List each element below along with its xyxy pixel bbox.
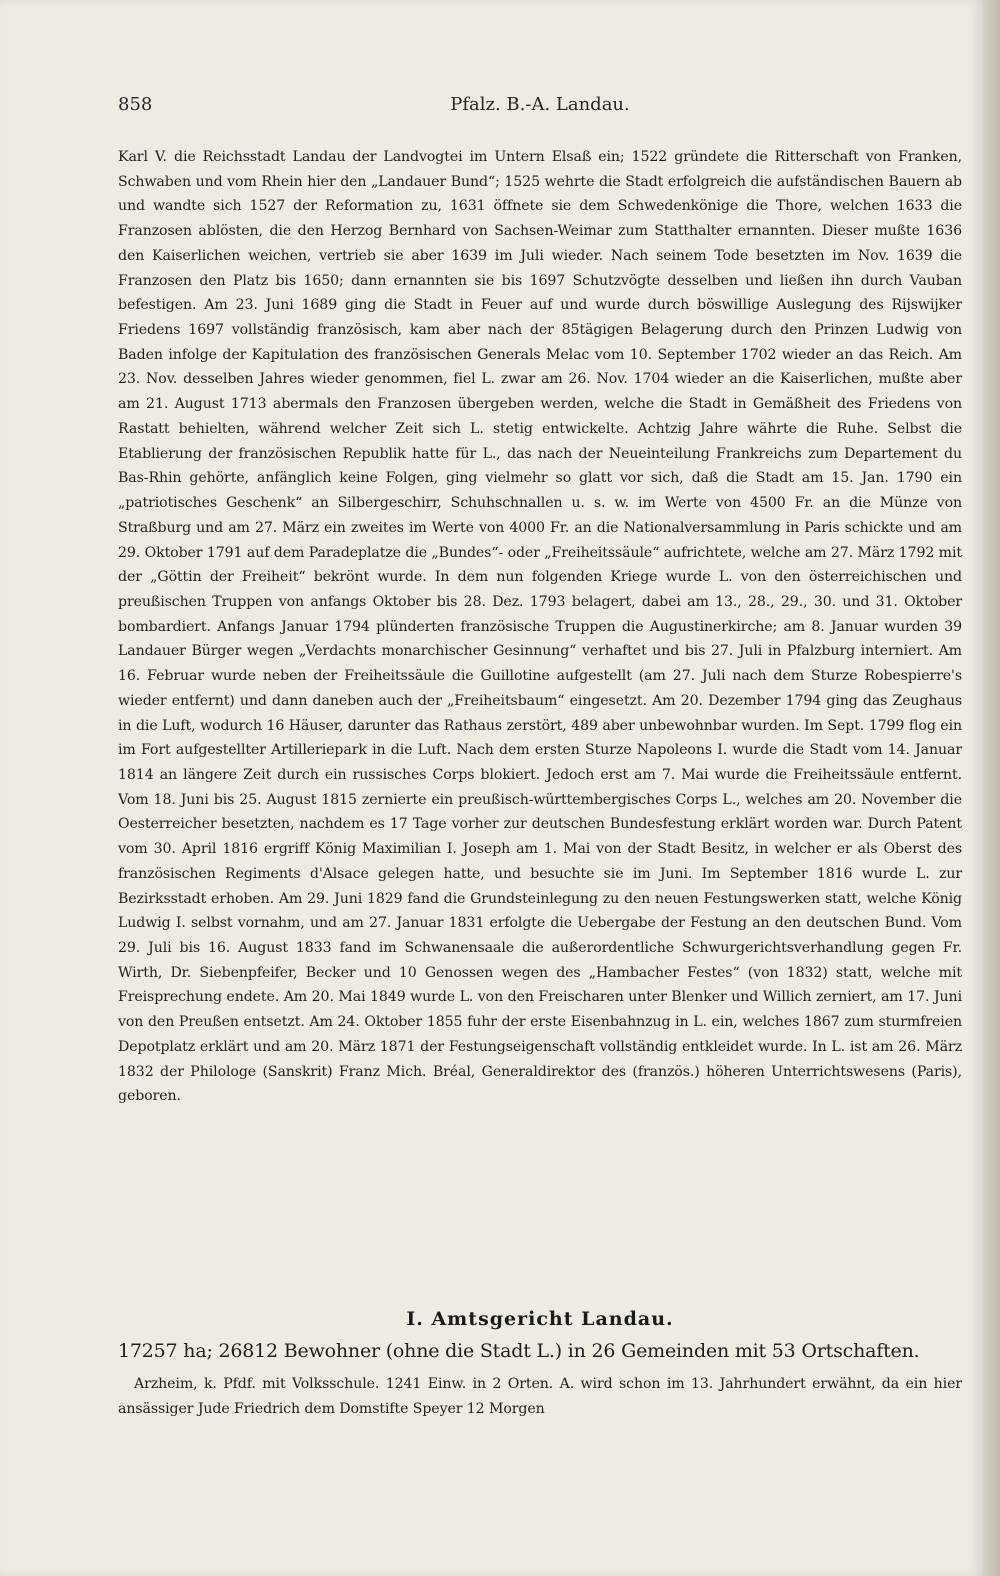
history-paragraph: Karl V. die Reichsstadt Landau der Landvogtei im Untern Elsaß ein; 1522 gründete die Ritterschaft von Franken, Schwaben und vom Rhein hier den „Landauer Bund“; 1525 wehrte die Stadt erfolgreich die aufständischen Bauern ab und wandte sich 1527 der Reformation zu, 1631 öffnete sie dem Schwedenkönige die Thore, welchen 1633 die Franzosen ablösten, die den Herzog Bernhard von Sachsen-Weimar zum Statthalter ernannten. Dieser mußte 1636 den Kaiserlichen weichen, vertrieb sie aber 1639 im Juli wieder. Nach seinem Tode besetzten im Nov. 1639 die Franzosen den Platz bis 1650; dann ernannten sie bis 1697 Schutzvögte desselben und ließen ihn durch Vauban befestigen. Am 23. Juni 1689 ging die Stadt in Feuer auf und wurde durch böswillige Auslegung des Rijswijker Friedens 1697 vollständig französisch, kam aber nach der 85tägigen Belagerung durch den Prinzen Ludwig von Baden infolge der Kapitulation des französischen Generals Melac vom 10. September 1702 wieder an das Reich. Am 23. Nov. desselben Jahres wieder genommen, fiel L. zwar am 26. Nov. 1704 wieder an die Kaiserlichen, mußte aber am 21. August 1713 abermals den Franzosen übergeben werden, welche die Stadt in Gemäßheit des Friedens von Rastatt behielten, während welcher Zeit sich L. stetig entwickelte. Achtzig Jahre währte die Ruhe. Selbst die Etablierung der französischen Republik hatte für L., das nach der Neueinteilung Frankreichs zum Departement du Bas-Rhin gehörte, anfänglich keine Folgen, ging vielmehr so glatt vor sich, daß die Stadt am 15. Jan. 1790 ein „patriotisches Geschenk“ an Silbergeschirr, Schuhschnallen u. s. w. im Werte von 4500 Fr. an die Münze von Straßburg und am 27. März ein zweites im Werte von 4000 Fr. an die Nationalversammlung in Paris schickte und am 29. Oktober 1791 auf dem Paradeplatze die „Bundes“- oder „Freiheitssäule“ aufrichtete, welche am 27. März 1792 mit der „Göttin der Freiheit“ bekrönt wurde. In dem nun folgenden Kriege wurde L. von den österreichischen und preußischen Truppen von anfangs Oktober bis 28. Dez. 1793 belagert, dabei am 13., 28., 29., 30. und 31. Oktober bombardiert. Anfangs Januar 1794 plünderten französische Truppen die Augustinerkirche; am 8. Januar wurden 39 Landauer Bürger wegen „Verdachts monarchischer Gesinnung“ verhaftet und bis 27. Juli in Pfalzburg interniert. Am 16. Februar wurde neben der Freiheitssäule die Guillotine aufgestellt (am 27. Juli nach dem Sturze Robespierre's wieder entfernt) und dann daneben auch der „Freiheitsbaum“ eingesetzt. Am 20. Dezember 1794 ging das Zeughaus in die Luft, wodurch 16 Häuser, darunter das Rathaus zerstört, 489 aber unbewohnbar wurden. Im Sept. 1799 flog ein im Fort aufgestellter Artilleriepark in die Luft. Nach dem ersten Sturze Napoleons I. wurde die Stadt vom 14. Januar 1814 an längere Zeit durch ein russisches Corps blokiert. Jedoch erst am 7. Mai wurde die Freiheitssäule entfernt. Vom 18. Juni bis 25. August 1815 zernierte ein preußisch-württembergisches Corps L., welches am 20. November die Oesterreicher besetzten, nachdem es 17 Tage vorher zur deutschen Bundesfestung erklärt worden war. Durch Patent vom 30. April 1816 ergriff König Maximilian I. Joseph am 1. Mai von der Stadt Besitz, in welcher er als Oberst des französischen Regiments d'Alsace gelegen hatte, und besuchte sie im Juni. Im September 1816 wurde L. zur Bezirksstadt erhoben. Am 29. Juni 1829 fand die Grundsteinlegung zu den neuen Festungswerken statt, welche König Ludwig I. selbst vornahm, und am 27. Januar 1831 erfolgte die Uebergabe der Festung an den deutschen Bund. Vom 29. Juli bis 16. August 1833 fand im Schwanensaale die außerordentliche Schwurgerichtsverhandlung gegen Fr. Wirth, Dr. Siebenpfeifer, Becker und 10 Genossen wegen des „Hambacher Festes“ (von 1832) statt, welche mit Freisprechung endete. Am 20. Mai 1849 wurde L. von den Freischaren unter Blenker und Willich zerniert, am 17. Juni von den Preußen entsetzt. Am 24. Oktober 1855 fuhr der erste Eisenbahnzug in L. ein, welches 1867 zum sturmfreien Depotplatz erklärt und am 20. März 1871 der Festungseigenschaft vollständig entkleidet wurde. In L. ist am 26. März 1832 der Philologe (Sanskrit) Franz Mich. Bréal, Generaldirektor des (französ.) höheren Unterrichtswesens (Paris), geboren.: [118, 149, 962, 1105]
running-title: Pfalz. B.-A. Landau.: [450, 94, 630, 115]
place-entry: Arzheim, k. Pfdf. mit Volksschule. 1241 Einw. in 2 Orten. A. wird schon im 13. Jahrhundert erwähnt, da ein hier ansässiger Jude Friedrich dem Domstifte Speyer 12 Morgen: [118, 1376, 962, 1417]
district-statistics: 17257 ha; 26812 Bewohner (ohne die Stadt L.) in 26 Gemeinden mit 53 Ortschaften.: [118, 1340, 920, 1362]
page-edge-shadow: [982, 0, 1000, 1576]
section-heading: I. Amtsgericht Landau.: [406, 1308, 674, 1330]
page-number: 858: [118, 94, 153, 115]
page-header: [118, 94, 962, 124]
main-text-block: [118, 145, 962, 1109]
